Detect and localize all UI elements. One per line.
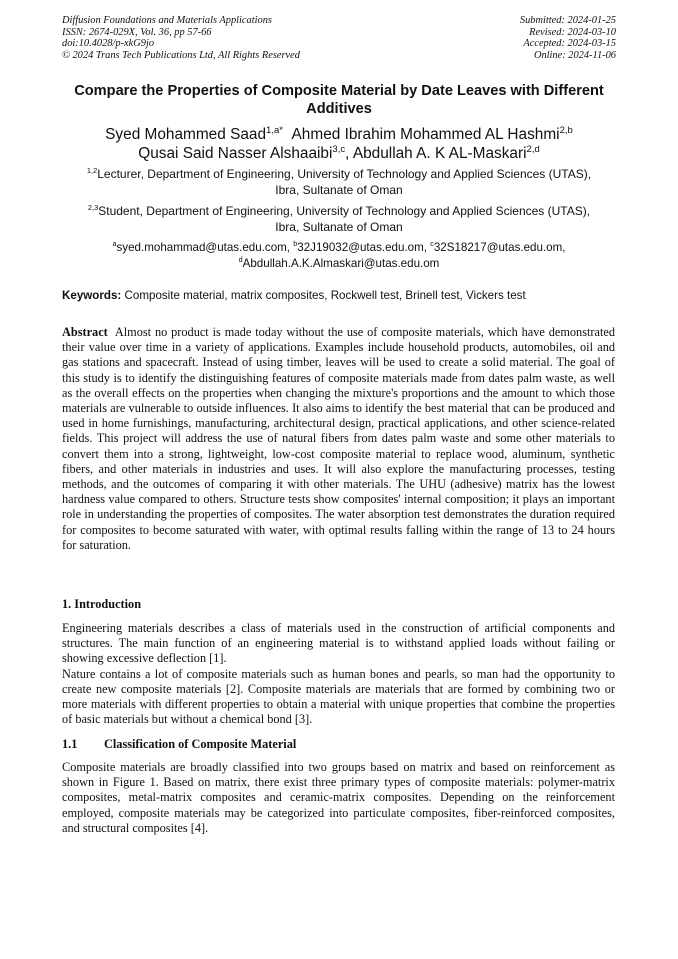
paragraph: Nature contains a lot of composite materials such as human bones and pearls, so man had the opportunity to create new composite materials [2]. Composite materials are materials that are formed by combining two or more materials with different properties to obtain a material with unique properties that combine the properties of basic materials but without a chemical bond [3]. bbox=[62, 666, 615, 727]
journal-name: Diffusion Foundations and Materials Applications bbox=[62, 15, 272, 26]
subsection-title: Classification of Composite Material bbox=[104, 737, 297, 751]
affiliation-2 bbox=[62, 204, 616, 235]
abstract-label: Abstract bbox=[62, 325, 108, 339]
email-mark: c bbox=[430, 239, 434, 249]
date-online: Online: 2024-11-06 bbox=[533, 49, 616, 61]
classification-body bbox=[62, 760, 615, 836]
abstract-text: Almost no product is made today without the use of composite materials, which have demonstrated their value over time in a variety of applications. Examples include household products, automobiles, oil and gas stations and spacecraft. Instead of using timber, leaves will be used to create a solid material. The goal of this study is to identify the distinguishing features of composite materials made from dates palm waste, as well as the overall effects on the properties when changing the mixture's proportions and the amount to which those materials are vulnerable to outside influences. It also aims to identify the best material that can be produced and used in home furnishings, manufacturing, architectural design, practical applications, and other science-related fields. This project will address the use of natural fibers from dates palm waste and some other materials to convert them into a strong, lightweight, low-cost composite material to replace wood, aluminum, synthetic fibers, and other materials in industries and uses. It will also explore the manufacturing processes, testing methods, and the outcomes of comparing it with other materials. The UHU (adhesive) matrix has the lowest hardness value compared to others. Structure tests show composites' internal composition; it plays an important role in understanding the properties of composites. The water absorption test demonstrates the duration required for composites to become saturated with water, with optimal results falling within the range of 13 to 24 hours for saturation. bbox=[62, 325, 615, 552]
affiliation-1 bbox=[62, 167, 616, 198]
author-line-1 bbox=[40, 125, 638, 144]
paragraph: Engineering materials describes a class of materials used in the construction of artificial components and structures. The main function of an engineering material is to withstand applied loads without failing or showing excessive deflection [1]. bbox=[62, 621, 615, 666]
affiliation-text: Lecturer, Department of Engineering, University of Technology and Applied Sciences (UTAS), bbox=[97, 167, 592, 181]
email-mark: b bbox=[293, 239, 298, 249]
introduction-body bbox=[62, 621, 615, 727]
journal-info bbox=[62, 15, 300, 61]
email-link[interactable]: Abdullah.A.K.Almaskari@utas.edu.om bbox=[242, 256, 440, 270]
email-link[interactable]: 32J19032@utas.edu.om, bbox=[297, 241, 427, 254]
email-mark: a bbox=[112, 239, 117, 249]
abstract bbox=[62, 325, 615, 553]
author-name: Abdullah A. K AL-Maskari bbox=[352, 145, 527, 162]
issn: ISSN: 2674-029X, Vol. 36, pp 57-66 bbox=[62, 26, 212, 38]
keywords-text: Composite material, matrix composites, Rockwell test, Brinell test, Vickers test bbox=[124, 289, 526, 302]
author-affiliation-mark: 2,d bbox=[526, 143, 540, 155]
paragraph: Composite materials are broadly classified into two groups based on matrix and based on reinforcement as shown in Figure 1. Based on matrix, there exist three primary types of composite materials: polymer-matrix composites, metal-matrix composites and ceramic-matrix composites. Depending on the reinforcement employed, composite materials may be categorized into particulate composites, fiber-reinforced composites, and structural composites [4]. bbox=[62, 760, 615, 835]
author-affiliation-mark: 2,b bbox=[559, 124, 573, 136]
subsection-number: 1.1 bbox=[62, 737, 78, 751]
author-line-2: Qusai Said Nasser Alshaaibi$^{3,c}$, Abdullah A. K AL-Maskari$^{2,d}$ bbox=[138, 143, 540, 162]
date-revised: Revised: 2024-03-10 bbox=[529, 26, 616, 38]
affiliation-location: Ibra, Sultanate of Oman bbox=[275, 219, 403, 234]
paper-title: Compare the Properties of Composite Material by Date Leaves with Different Additives bbox=[74, 83, 604, 117]
author-emails bbox=[62, 240, 616, 271]
author-list bbox=[40, 125, 638, 163]
keywords bbox=[62, 289, 616, 303]
author-name: Ahmed Ibrahim Mohammed AL Hashmi bbox=[291, 126, 560, 143]
copyright: © 2024 Trans Tech Publications Ltd, All Rights Reserved bbox=[62, 49, 300, 61]
author-name: Syed Mohammed Saad bbox=[105, 126, 267, 143]
keywords-label: Keywords: bbox=[62, 289, 122, 302]
email-link[interactable]: syed.mohammad@utas.edu.com, bbox=[116, 241, 291, 254]
affiliation-mark: 1,2 bbox=[86, 166, 98, 175]
date-accepted: Accepted: 2024-03-15 bbox=[523, 38, 616, 50]
article-dates bbox=[520, 15, 616, 61]
affiliation-mark: 2,3 bbox=[87, 203, 99, 212]
section-heading-introduction: 1. Introduction bbox=[62, 597, 142, 611]
author-name: Qusai Said Nasser Alshaaibi bbox=[138, 145, 333, 162]
subsection-heading-classification bbox=[62, 737, 296, 752]
affiliation-text: Student, Department of Engineering, University of Technology and Applied Sciences (UTAS), bbox=[98, 204, 591, 218]
author-affiliation-mark: 3,c bbox=[332, 143, 346, 155]
date-submitted: Submitted: 2024-01-25 bbox=[519, 15, 616, 26]
affiliation-location: Ibra, Sultanate of Oman bbox=[275, 182, 403, 197]
email-mark: d bbox=[238, 254, 243, 264]
doi: doi:10.4028/p-xkG9jo bbox=[62, 38, 155, 50]
email-link[interactable]: 32S18217@utas.edu.om, bbox=[433, 241, 566, 254]
author-affiliation-mark: 1,a* bbox=[266, 124, 283, 136]
